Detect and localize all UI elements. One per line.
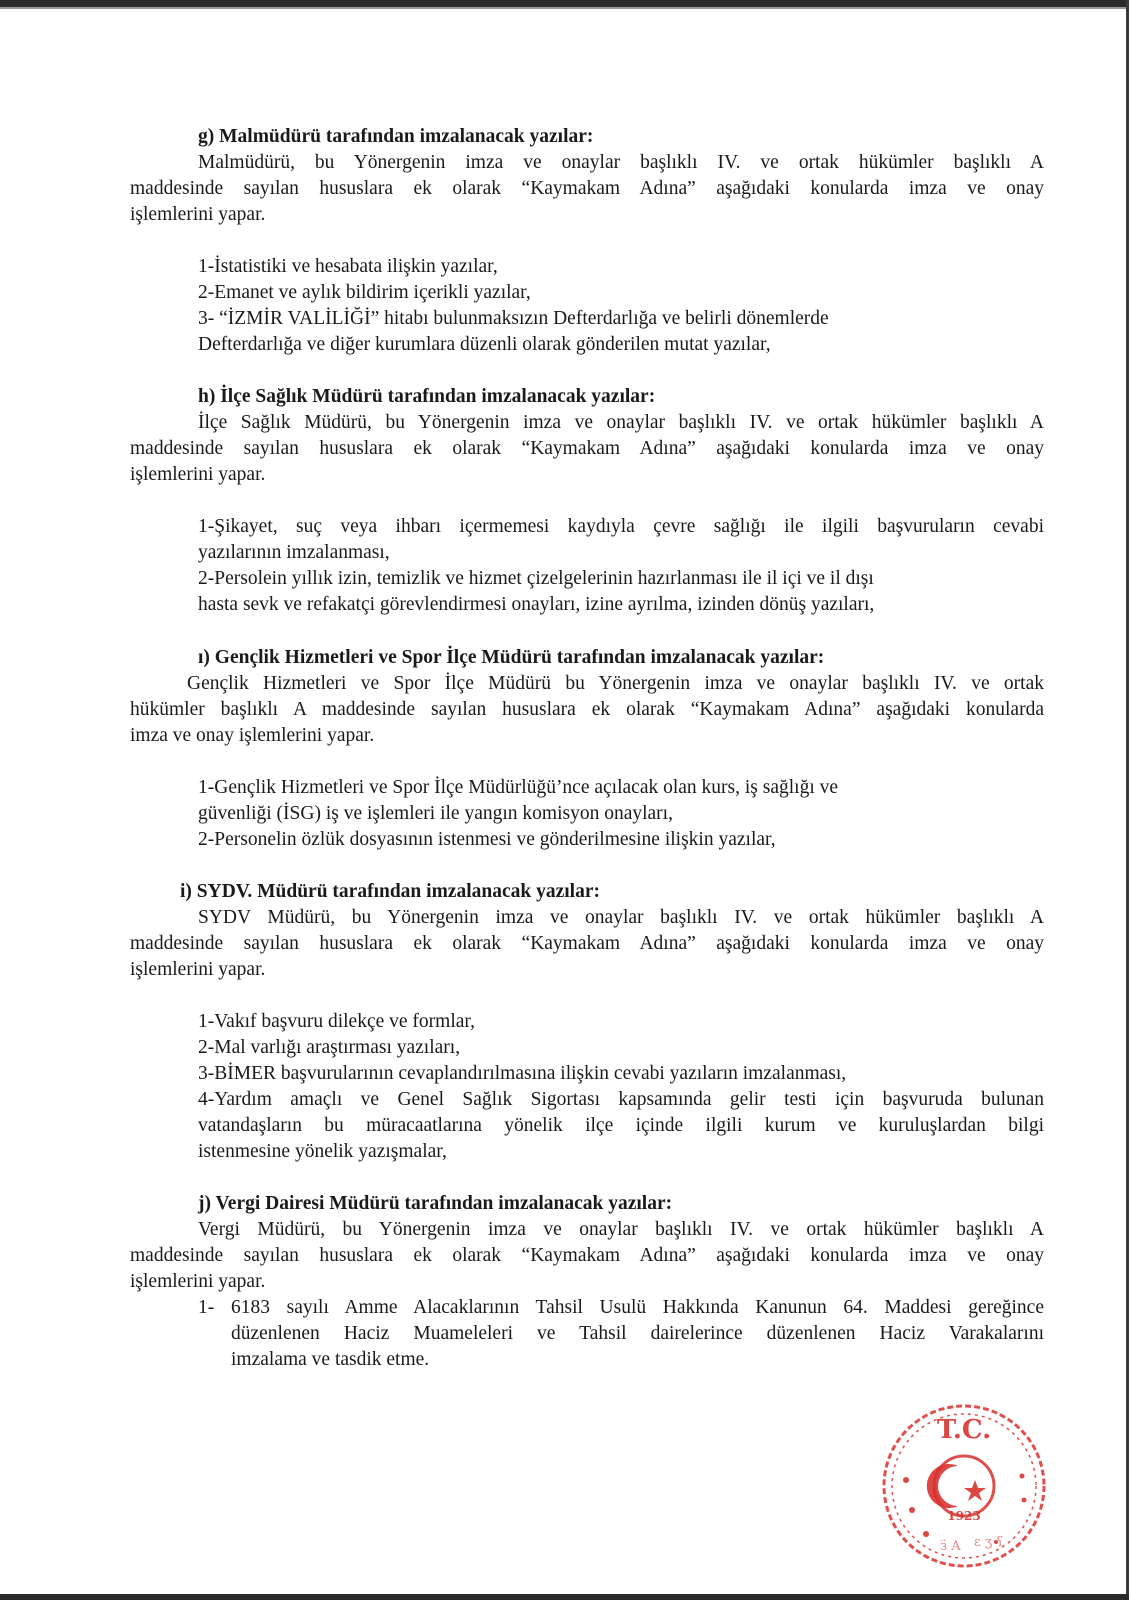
section-ı-list-item: güvenliği (İSG) iş ve işlemleri ile yangın komisyon onayları, bbox=[198, 803, 673, 824]
section-j-paragraph-line: Vergi Müdürü, bu Yönergenin imza ve onaylar başlıklı IV. ve ortak hükümler başlıklı A bbox=[198, 1219, 1044, 1240]
section-h-list-item: 2-Persolein yıllık izin, temizlik ve hizmet çizelgelerinin hazırlanması ile il içi ve il dışı bbox=[198, 568, 874, 589]
section-i-paragraph-line: SYDV Müdürü, bu Yönergenin imza ve onaylar başlıklı IV. ve ortak hükümler başlıklı A bbox=[198, 907, 1044, 928]
section-j-list-item: imzalama ve tasdik etme. bbox=[231, 1349, 430, 1370]
section-h-list-item: hasta sevk ve refakatçi görevlendirmesi onayları, izine ayrılma, izinden dönüş yazıları, bbox=[198, 594, 875, 615]
section-h-paragraph-line: maddesinde sayılan hususlara ek olarak “Kaymakam Adına” aşağıdaki konularda imza ve onay bbox=[130, 438, 1044, 459]
section-g-list-item: 1-İstatistiki ve hesabata ilişkin yazılar, bbox=[198, 256, 498, 277]
section-ı-paragraph-line: hükümler başlıklı A maddesinde sayılan hususlara ek olarak “Kaymakam Adına” aşağıdaki konularda bbox=[130, 699, 1044, 720]
section-j-list-item: düzenlenen Haciz Muameleleri ve Tahsil dairelerince düzenlenen Haciz Varakalarını bbox=[231, 1323, 1044, 1344]
section-h-list-item: 1-Şikayet, suç veya ihbarı içermemesi kaydıyla çevre sağlığı ile ilgili başvuruların cevabi bbox=[198, 516, 1044, 537]
official-seal-stamp bbox=[878, 1400, 1050, 1572]
section-i-list-item: 3-BİMER başvurularının cevaplandırılmasına ilişkin cevabi yazıların imzalanması, bbox=[198, 1063, 847, 1084]
section-j-list-item: 6183 sayılı Amme Alacaklarının Tahsil Usulü Hakkında Kanunun 64. Maddesi gereğince bbox=[231, 1297, 1044, 1318]
section-ı-list-item: 1-Gençlik Hizmetleri ve Spor İlçe Müdürlüğü’nce açılacak olan kurs, iş sağlığı ve bbox=[198, 777, 839, 798]
section-g-paragraph-line: Malmüdürü, bu Yönergenin imza ve onaylar başlıklı IV. ve ortak hükümler başlıklı A bbox=[198, 152, 1044, 173]
section-h-paragraph-line: işlemlerini yapar. bbox=[130, 464, 266, 485]
section-h-paragraph-line: İlçe Sağlık Müdürü, bu Yönergenin imza ve onaylar başlıklı IV. ve ortak hükümler başlıklı A bbox=[198, 412, 1044, 433]
stamp-text-top: T.C. bbox=[936, 1415, 992, 1445]
section-g-paragraph-line: işlemlerini yapar. bbox=[130, 204, 266, 225]
section-i-list-item: istenmesine yönelik yazışmalar, bbox=[198, 1141, 447, 1162]
section-h-heading: h) İlçe Sağlık Müdürü tarafından imzalanacak yazılar: bbox=[198, 386, 656, 407]
stamp-year: 1923 bbox=[947, 1509, 981, 1523]
section-g-list-item: 3- “İZMİR VALİLİĞİ” hitabı bulunmaksızın Defterdarlığa ve belirli dönemlerde bbox=[198, 308, 829, 329]
section-ı-heading: ı) Gençlik Hizmetleri ve Spor İlçe Müdürü tarafından imzalanacak yazılar: bbox=[198, 647, 825, 668]
section-i-list-item: 4-Yardım amaçlı ve Genel Sağlık Sigortası kapsamında gelir testi için başvuruda bulunan bbox=[198, 1089, 1044, 1110]
section-g-list-item: 2-Emanet ve aylık bildirim içerikli yazılar, bbox=[198, 282, 531, 303]
section-g-heading: g) Malmüdürü tarafından imzalanacak yazılar: bbox=[198, 126, 594, 147]
section-ı-list-item: 2-Personelin özlük dosyasının istenmesi ve gönderilmesine ilişkin yazılar, bbox=[198, 829, 776, 850]
section-j-paragraph-line: işlemlerini yapar. bbox=[130, 1271, 266, 1292]
section-j-paragraph-line: maddesinde sayılan hususlara ek olarak “Kaymakam Adına” aşağıdaki konularda imza ve onay bbox=[130, 1245, 1044, 1266]
section-j-list-number: 1- bbox=[198, 1297, 215, 1318]
svg-text:ɛ ʒ ʕ: ɛ ʒ ʕ bbox=[974, 1535, 1004, 1550]
section-i-heading: i) SYDV. Müdürü tarafından imzalanacak yazılar: bbox=[180, 881, 600, 902]
section-i-list-item: 1-Vakıf başvuru dilekçe ve formlar, bbox=[198, 1011, 475, 1032]
section-j-heading: j) Vergi Dairesi Müdürü tarafından imzalanacak yazılar: bbox=[198, 1193, 673, 1214]
section-i-list-item: 2-Mal varlığı araştırması yazıları, bbox=[198, 1037, 461, 1058]
section-i-paragraph-line: işlemlerini yapar. bbox=[130, 959, 266, 980]
section-g-paragraph-line: maddesinde sayılan hususlara ek olarak “Kaymakam Adına” aşağıdaki konularda imza ve onay bbox=[130, 178, 1044, 199]
section-i-list-item: vatandaşların bu müracaatlarına yönelik ilçe içinde ilgili kurum ve kuruluşlardan bilgi bbox=[198, 1115, 1044, 1136]
section-ı-paragraph-line: Gençlik Hizmetleri ve Spor İlçe Müdürü bu Yönergenin imza ve onaylar başlıklı IV. ve ortak bbox=[187, 673, 1044, 694]
section-ı-paragraph-line: imza ve onay işlemlerini yapar. bbox=[130, 725, 375, 746]
section-h-list-item: yazılarının imzalanması, bbox=[198, 542, 390, 563]
section-i-paragraph-line: maddesinde sayılan hususlara ek olarak “Kaymakam Adına” aşağıdaki konularda imza ve onay bbox=[130, 933, 1044, 954]
section-g-list-item: Defterdarlığa ve diğer kurumlara düzenli olarak gönderilen mutat yazılar, bbox=[198, 334, 771, 355]
svg-text:ӟ A: ӟ A bbox=[940, 1539, 961, 1554]
